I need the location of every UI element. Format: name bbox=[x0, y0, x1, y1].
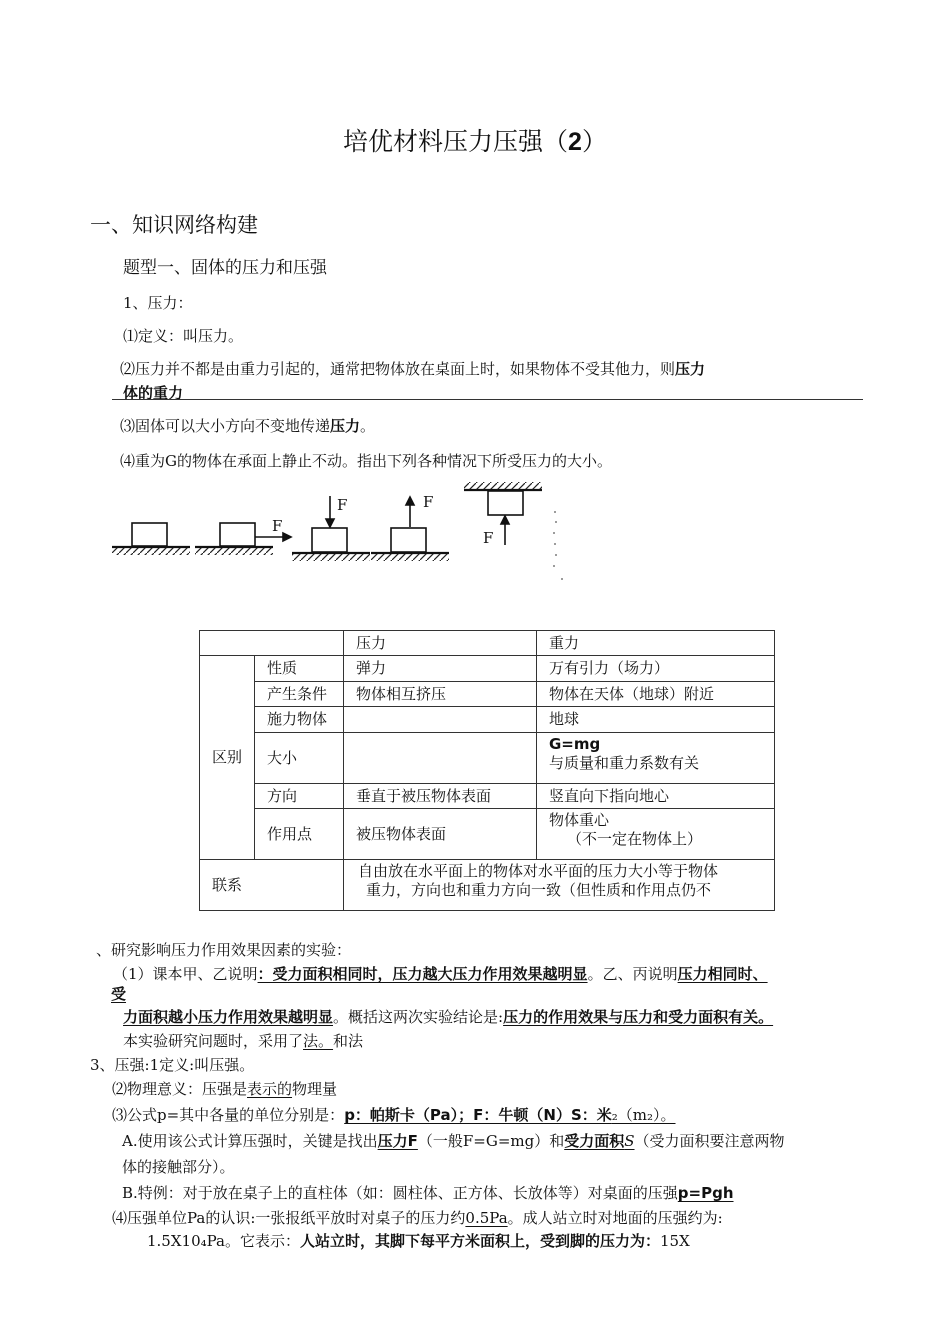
header-cell: 压力 bbox=[344, 631, 537, 656]
table-row: 方向 垂直于被压物体表面 竖直向下指向地心 bbox=[200, 784, 775, 809]
table-header-row bbox=[200, 631, 775, 656]
pressure-unit: ⑷压强单位Pa的认识:一张报纸平放时对桌子的压力约0.5Pa。成人站立时对地面的压强约为: bbox=[112, 1209, 723, 1227]
diagram-downward-push bbox=[292, 496, 370, 561]
paragraph-4: ⑷重为G的物体在承面上静止不动。指出下列各种情况下所受压力的大小。 bbox=[120, 452, 612, 470]
experiment-line-1: （1）课本甲、乙说明：受力面积相同时，压力越大压力作用效果越明显。乙、丙说明压力相同时、 bbox=[113, 965, 768, 983]
table-row: 区别 性质 弹力 万有引力（场力） bbox=[200, 656, 775, 682]
force-diagrams-figure bbox=[0, 0, 950, 600]
pressure-heading: 3、压强:1定义:叫压强。 bbox=[90, 1056, 255, 1074]
force-label: F bbox=[272, 517, 283, 535]
pressure-note-b: B.特例：对于放在桌子上的直柱体（如：圆柱体、正方体、长放体等）对桌面的压强p=Pgh bbox=[122, 1184, 734, 1202]
pressure-meaning: ⑵物理意义：压强是表示的物理量 bbox=[112, 1080, 338, 1098]
header-cell: 重力 bbox=[537, 631, 775, 656]
section-heading: 一、知识网络构建 bbox=[90, 213, 258, 237]
pressure-note-a-cont: 体的接触部分）。 bbox=[122, 1158, 235, 1176]
paragraph-2-cont: 体的重力 bbox=[123, 384, 184, 402]
experiment-heading: 、研究影响压力作用效果因素的实验： bbox=[96, 941, 352, 959]
force-label: F bbox=[423, 493, 434, 511]
force-label: F bbox=[483, 529, 494, 547]
experiment-line-3: 力面积越小压力作用效果越明显。概括这两次实验结论是:压力的作用效果与压力和受力面积有关。 bbox=[123, 1008, 774, 1026]
link-label: 联系 bbox=[200, 860, 344, 911]
table-row: 施力物体 地球 bbox=[200, 707, 775, 733]
table-row: 大小 G=mg 与质量和重力系数有关 bbox=[200, 733, 775, 784]
table-row: 作用点 被压物体表面 物体重心 （不一定在物体上） bbox=[200, 809, 775, 860]
diagram-upward-pull bbox=[371, 497, 449, 561]
definition-line: ⑴定义：叫压力。 bbox=[123, 327, 244, 345]
page-title: 培优材料压力压强（2） bbox=[343, 127, 607, 156]
experiment-line-4: 本实验研究问题时，采用了法。和法 bbox=[123, 1032, 364, 1050]
paragraph-2: ⑵压力并不都是由重力引起的，通常把物体放在桌面上时，如果物体不受其他力，则压力 bbox=[120, 360, 706, 378]
paragraph-3: ⑶固体可以大小方向不变地传递压力。 bbox=[120, 417, 376, 435]
table-row: 产生条件 物体相互挤压 物体在天体（地球）附近 bbox=[200, 682, 775, 707]
pressure-note-a: A.使用该公式计算压强时，关键是找出压力F（一般F=G=mg）和受力面积S（受力面积要注意两物 bbox=[122, 1132, 785, 1150]
pressure-force-heading: 1、压力： bbox=[123, 294, 193, 312]
diagram-ceiling-push bbox=[464, 482, 542, 545]
experiment-line-2: 受 bbox=[111, 985, 127, 1003]
force-label: F bbox=[337, 496, 348, 514]
diagram-block-on-ground bbox=[112, 523, 190, 555]
table-row: 联系 自由放在水平面上的物体对水平面的压力大小等于物体 重力，方向也和重力方向一致（但性质和作用点仍不 bbox=[200, 860, 775, 911]
comparison-table bbox=[199, 630, 775, 911]
pressure-formula: ⑶公式p=其中各量的单位分别是：p：帕斯卡（Pa）；F：牛顿（N）S：米₂（m₂）。 bbox=[112, 1106, 676, 1124]
group-label: 区别 bbox=[200, 656, 255, 860]
pressure-unit-cont: 1.5X10₄Pa。它表示：人站立时，其脚下每平方米面积上，受到脚的压力为：15X bbox=[147, 1232, 690, 1250]
dotted-marks bbox=[553, 511, 563, 580]
topic-heading: 题型一、固体的压力和压强 bbox=[123, 258, 327, 278]
